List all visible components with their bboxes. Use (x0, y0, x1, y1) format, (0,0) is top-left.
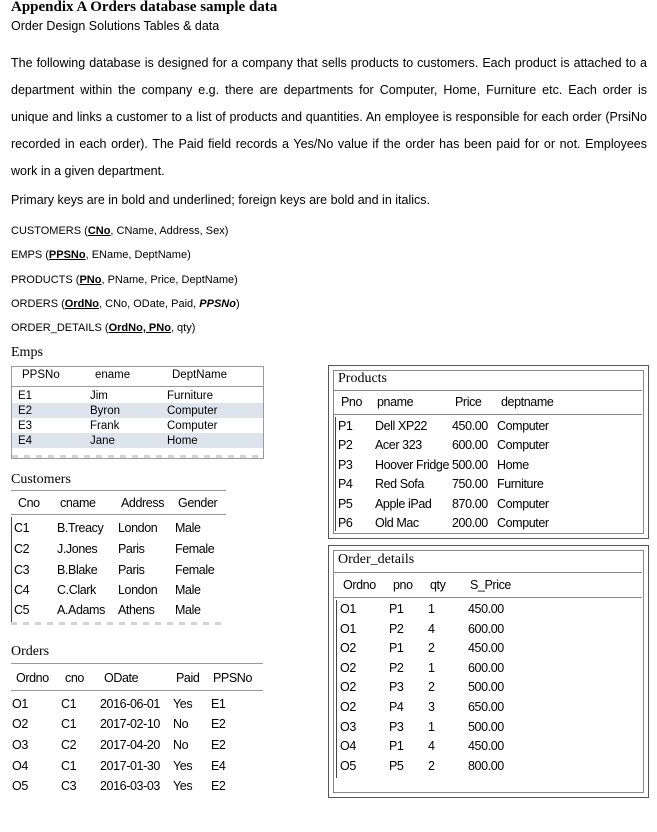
divider (333, 597, 642, 598)
schema-customers (11, 225, 228, 237)
cell: P5 (338, 497, 353, 511)
cell: Yes (173, 697, 193, 711)
cell: C1 (14, 521, 30, 535)
header-cell: ODate (104, 671, 139, 685)
page-subtitle: Order Design Solutions Tables & data (11, 19, 220, 33)
cell: C2 (61, 738, 77, 752)
cell: E2 (211, 717, 226, 731)
cell: A.Adams (57, 603, 105, 617)
cell: 500.00 (468, 720, 504, 734)
cell: E4 (18, 435, 33, 447)
cell: E2 (211, 779, 226, 793)
cell: 450.00 (468, 602, 504, 616)
schema-pk: OrdNo, PNo (108, 322, 171, 334)
cell: O1 (340, 602, 356, 616)
cell: Yes (173, 759, 193, 773)
cell: Apple iPad (375, 497, 432, 511)
cell: Computer (497, 516, 549, 530)
cell: O2 (12, 717, 28, 731)
divider (11, 690, 263, 691)
cell: 500.00 (452, 458, 488, 472)
cell: 4 (428, 622, 435, 636)
table-row (12, 403, 263, 418)
cell: London (118, 583, 158, 597)
cell: 450.00 (468, 739, 504, 753)
cell: E2 (211, 738, 226, 752)
divider (11, 514, 226, 515)
header-cell: Pno (341, 395, 363, 409)
cell: Male (175, 583, 201, 597)
cell: Jim (90, 390, 108, 402)
header-cell: ename (95, 369, 131, 381)
cell: 2017-04-20 (100, 738, 160, 752)
schema-mid: , CNo, ODate, Paid, (99, 298, 200, 310)
cell: 500.00 (468, 680, 504, 694)
intro-text: The following database is designed for a company that sells products to customers. Each product is attached to a department within the company e.g. there are departments for Computer, Home, Furniture etc. Each order is unique and links a customer to a list of products and quantities. An employee is responsible for each order (PrsiNo recorded in each order). The Paid field records a Yes/No value if the order has been paid for or not. Employees work in a given department. (11, 56, 647, 178)
cell: J.Jones (57, 542, 98, 556)
schema-rest: , CName, Address, Sex) (110, 225, 229, 237)
header-cell: qty (430, 578, 446, 592)
cell: C3 (61, 779, 77, 793)
cell: C4 (14, 583, 30, 597)
schema-rest: , EName, DeptName) (85, 249, 191, 261)
cell: O2 (340, 700, 356, 714)
header-cell: cno (65, 671, 84, 685)
cell: P3 (389, 720, 404, 734)
cell: O2 (340, 661, 356, 675)
cell: P5 (389, 759, 404, 773)
cell: 2016-03-03 (100, 779, 160, 793)
schema-orders (11, 298, 240, 310)
cell: O4 (340, 739, 356, 753)
divider (333, 572, 642, 573)
cell: Jane (90, 435, 115, 447)
cell: Computer (497, 438, 549, 452)
header-cell: Cno (18, 496, 40, 510)
header-cell: cname (60, 496, 96, 510)
cell: Hoover Fridge (375, 458, 449, 472)
cell: 600.00 (468, 661, 504, 675)
cell: E3 (18, 420, 33, 432)
schema-emps (11, 249, 191, 261)
schema-products (11, 274, 238, 286)
cell: O1 (340, 622, 356, 636)
table-bottom-border (12, 455, 263, 458)
cell: Paris (118, 563, 145, 577)
cell: 2017-02-10 (100, 717, 160, 731)
cell: 650.00 (468, 700, 504, 714)
cell: Acer 323 (375, 438, 422, 452)
cell: 2 (428, 759, 435, 773)
cell: P1 (389, 602, 404, 616)
order-details-label: Order_details (338, 552, 415, 567)
cell: 4 (428, 739, 435, 753)
cell: Athens (118, 603, 155, 617)
cell: Computer (167, 405, 218, 417)
cell: O3 (12, 738, 28, 752)
schema-pk: CNo (87, 225, 111, 237)
cell: 1 (428, 602, 435, 616)
table-row (12, 433, 263, 448)
cell: Male (175, 521, 201, 535)
cell: C1 (61, 717, 77, 731)
keys-note: Primary keys are in bold and underlined; foreign keys are bold and in italics. (11, 193, 430, 207)
cell: Computer (497, 419, 549, 433)
cell: B.Treacy (57, 521, 104, 535)
cell: 2 (428, 680, 435, 694)
cell: E1 (211, 697, 226, 711)
cell: 2 (428, 641, 435, 655)
schema-end: ) (235, 298, 240, 310)
row-left-border (11, 517, 12, 622)
cell: Paris (118, 542, 145, 556)
schema-pk: OrdNo (64, 298, 100, 310)
schema-pk: PPSNo (48, 249, 86, 261)
cell: P4 (389, 700, 404, 714)
products-label: Products (338, 371, 387, 386)
cell: Computer (167, 420, 218, 432)
cell: C3 (14, 563, 30, 577)
header-cell: deptname (501, 395, 554, 409)
row-left-border (335, 417, 336, 531)
header-cell: Gender (178, 496, 218, 510)
cell: O5 (12, 779, 28, 793)
cell: P1 (389, 641, 404, 655)
header-cell: DeptName (172, 369, 227, 381)
cell: C2 (14, 542, 30, 556)
cell: C1 (61, 759, 77, 773)
cell: O4 (12, 759, 28, 773)
cell: No (173, 738, 189, 752)
header-cell: Paid (176, 671, 200, 685)
cell: Frank (90, 420, 120, 432)
cell: Red Sofa (375, 477, 424, 491)
cell: 870.00 (452, 497, 488, 511)
cell: O1 (12, 697, 28, 711)
cell: 600.00 (468, 622, 504, 636)
cell: 2016-06-01 (100, 697, 160, 711)
customers-label: Customers (11, 472, 71, 487)
schema-name: EMPS ( (11, 249, 49, 261)
cell: P3 (338, 458, 353, 472)
cell: E1 (18, 390, 33, 402)
schema-order-details (11, 322, 195, 334)
cell: 1 (428, 661, 435, 675)
schema-rest: , qty) (170, 322, 196, 334)
cell: C1 (61, 697, 77, 711)
divider (11, 490, 226, 491)
cell: Male (175, 603, 201, 617)
cell: 200.00 (452, 516, 488, 530)
row-left-border (336, 600, 337, 778)
cell: Furniture (497, 477, 544, 491)
intro-paragraph (11, 50, 647, 185)
cell: London (118, 521, 158, 535)
cell: 3 (428, 700, 435, 714)
cell: 750.00 (452, 477, 488, 491)
schema-name: ORDER_DETAILS ( (11, 322, 109, 334)
header-cell: PPSNo (22, 369, 60, 381)
divider (333, 414, 642, 415)
cell: Dell XP22 (375, 419, 427, 433)
cell: 450.00 (452, 419, 488, 433)
cell: P2 (338, 438, 353, 452)
header-cell: S_Price (470, 578, 511, 592)
header-cell: pname (377, 395, 414, 409)
emps-table (11, 366, 264, 459)
cell: C.Clark (57, 583, 96, 597)
header-cell: Price (455, 395, 482, 409)
cell: P4 (338, 477, 353, 491)
schema-name: PRODUCTS ( (11, 274, 80, 286)
header-cell: PPSNo (213, 671, 252, 685)
cell: O3 (340, 720, 356, 734)
cell: 2017-01-30 (100, 759, 160, 773)
cell: P3 (389, 680, 404, 694)
cell: Female (175, 563, 215, 577)
schema-fk: PPSNo (199, 298, 236, 310)
header-cell: pno (393, 578, 413, 592)
cell: Home (497, 458, 529, 472)
cell: 450.00 (468, 641, 504, 655)
divider (11, 663, 263, 664)
table-row (12, 388, 263, 403)
cell: O2 (340, 680, 356, 694)
page-title: Appendix A Orders database sample data (11, 0, 278, 15)
orders-label: Orders (11, 644, 50, 659)
table-header (12, 367, 263, 387)
cell: Female (175, 542, 215, 556)
cell: P1 (338, 419, 353, 433)
cell: E4 (211, 759, 226, 773)
header-cell: Ordno (343, 578, 376, 592)
cell: P2 (389, 622, 404, 636)
cell: C5 (14, 603, 30, 617)
cell: P6 (338, 516, 353, 530)
cell: P2 (389, 661, 404, 675)
header-cell: Ordno (16, 671, 49, 685)
cell: Home (167, 435, 198, 447)
emps-label: Emps (11, 345, 43, 360)
divider (333, 390, 642, 391)
schema-name: ORDERS ( (11, 298, 65, 310)
cell: Old Mac (375, 516, 419, 530)
cell: P1 (389, 739, 404, 753)
schema-rest: , PName, Price, DeptName) (101, 274, 238, 286)
schema-name: CUSTOMERS ( (11, 225, 88, 237)
cell: O2 (340, 641, 356, 655)
cell: Computer (497, 497, 549, 511)
cell: B.Blake (57, 563, 98, 577)
cell: Yes (173, 779, 193, 793)
table-row (12, 418, 263, 433)
cell: Byron (90, 405, 121, 417)
cell: No (173, 717, 189, 731)
cell: Furniture (167, 390, 214, 402)
schema-pk: PNo (79, 274, 102, 286)
table-bottom-border (11, 622, 226, 625)
cell: O5 (340, 759, 356, 773)
header-cell: Address (121, 496, 165, 510)
cell: E2 (18, 405, 33, 417)
cell: 600.00 (452, 438, 488, 452)
cell: 800.00 (468, 759, 504, 773)
cell: 1 (428, 720, 435, 734)
